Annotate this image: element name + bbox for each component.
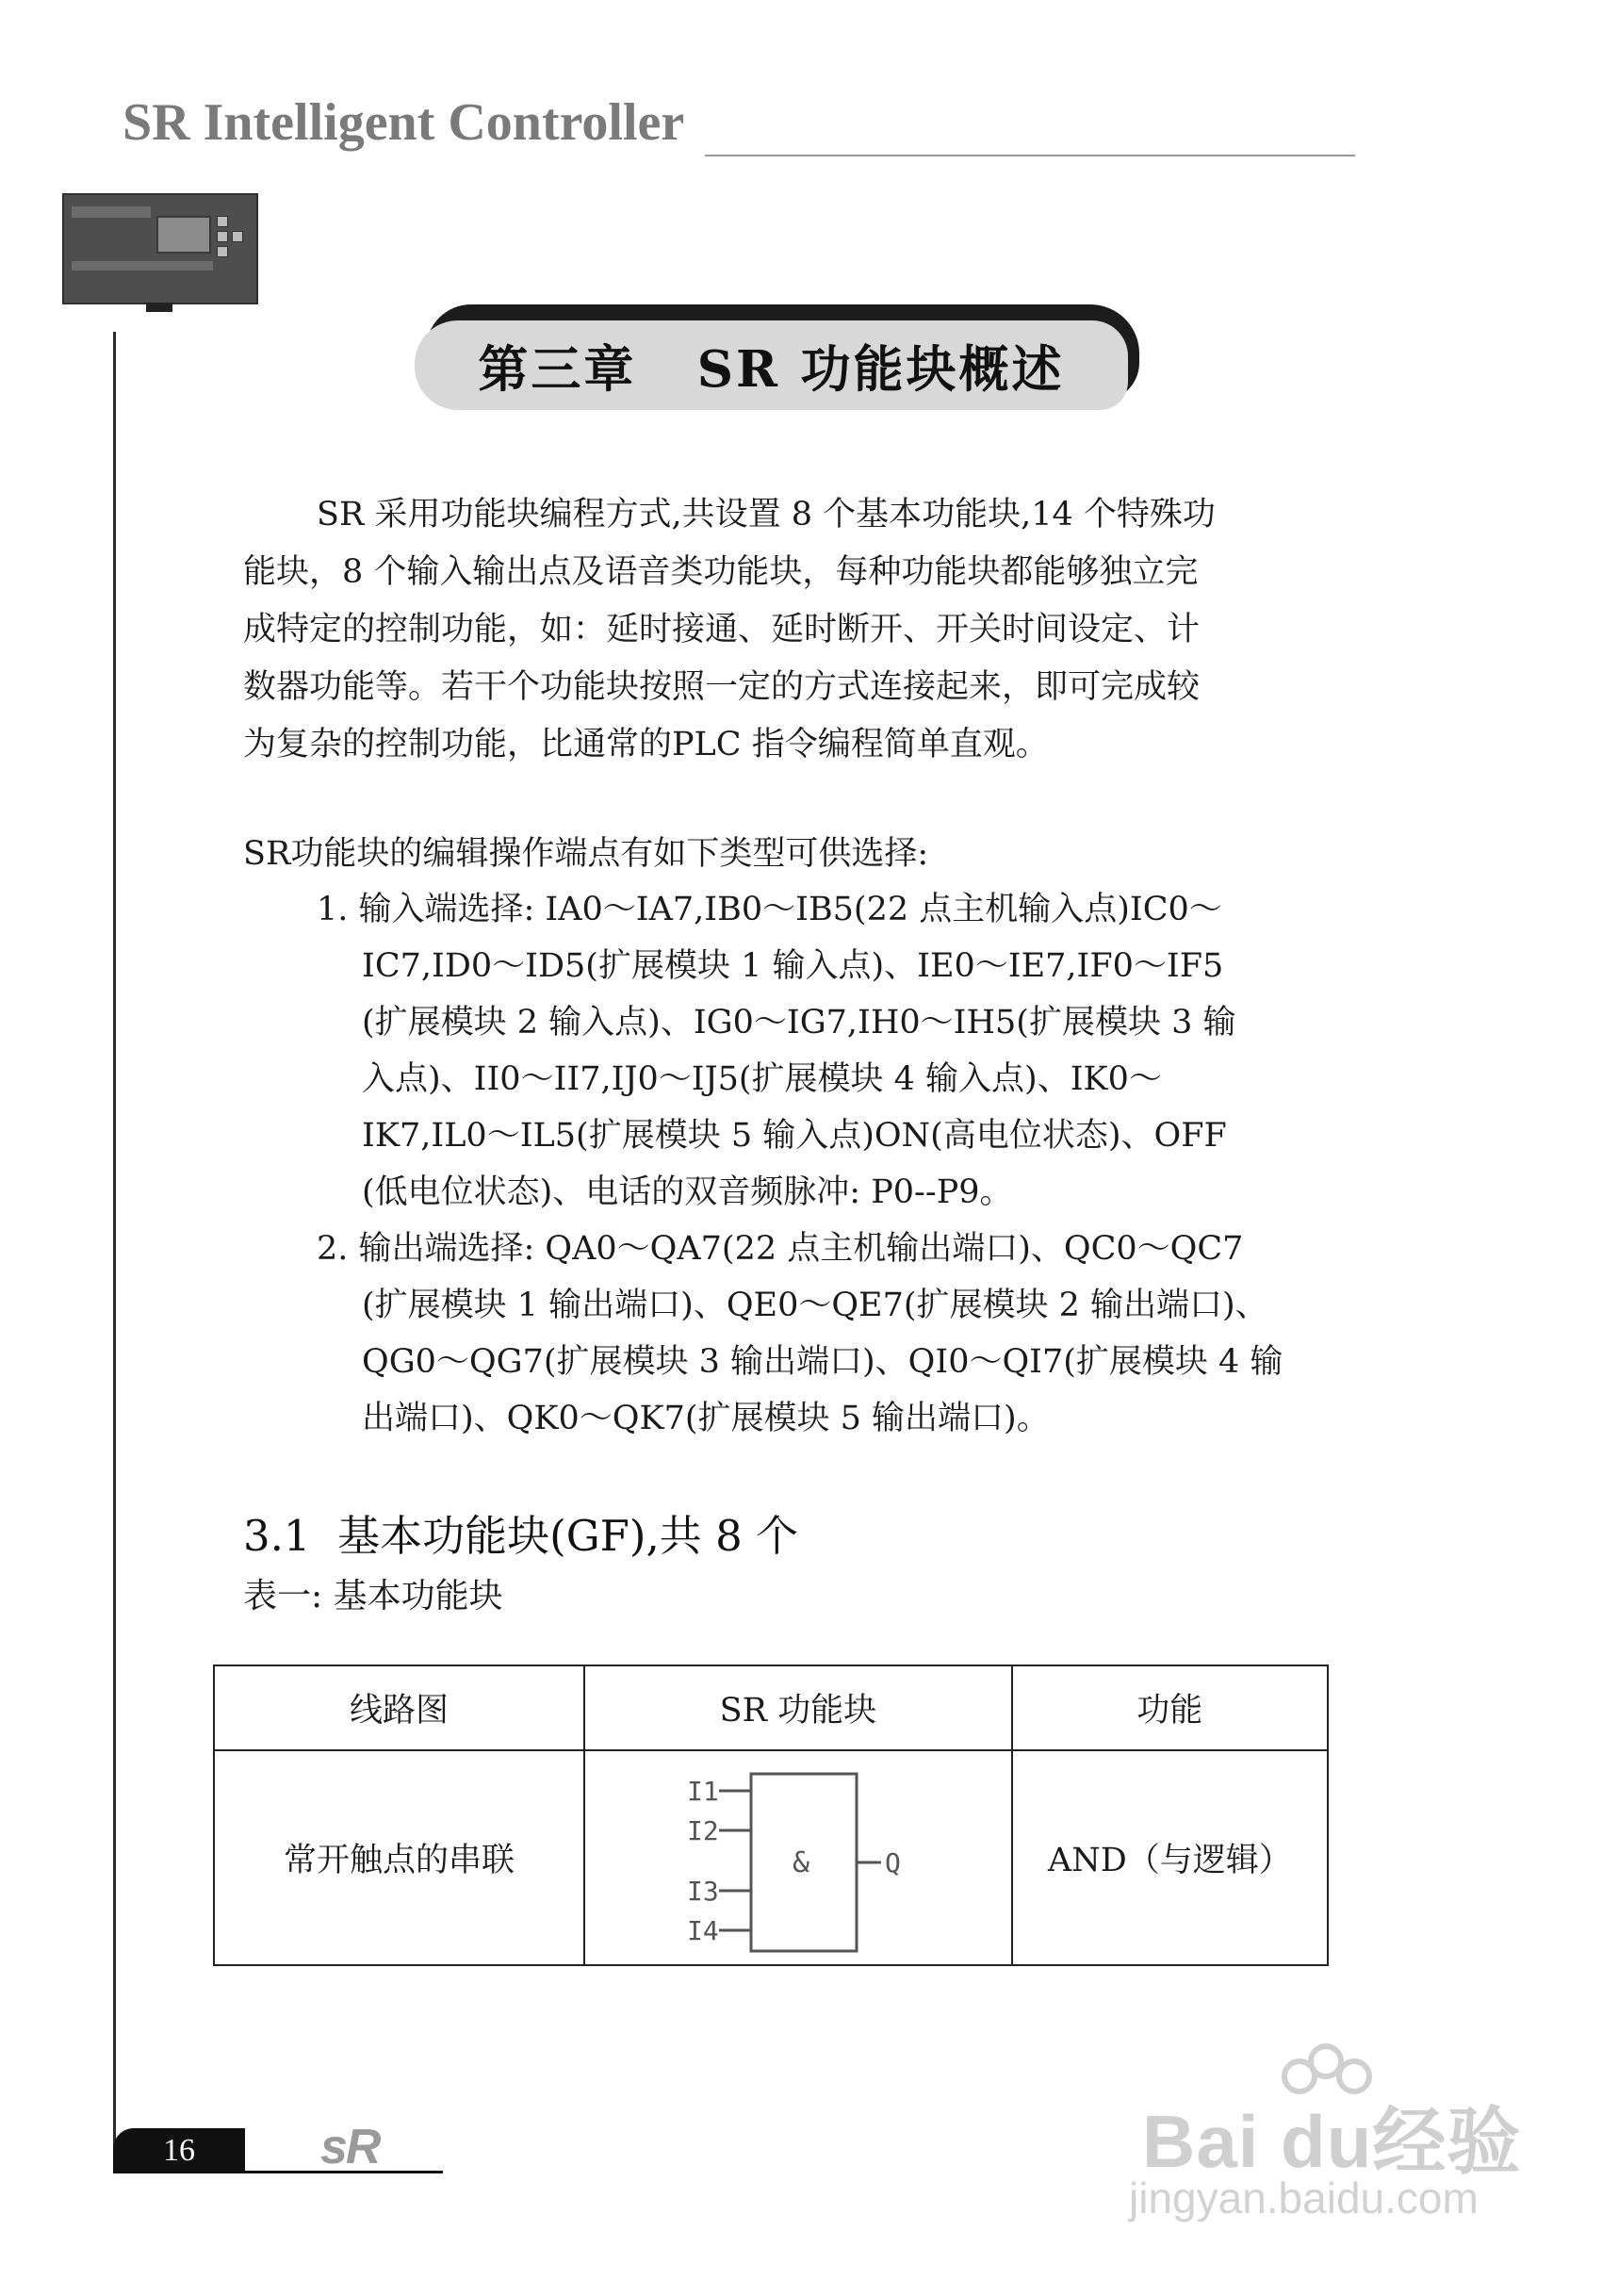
list-line: IC7,ID0～ID5(扩展模块 1 输入点)、IE0～IE7,IF0～IF5 bbox=[362, 947, 1224, 985]
intro-paragraph bbox=[243, 486, 1308, 774]
paragraph-line: 为复杂的控制功能，比通常的PLC 指令编程简单直观。 bbox=[243, 726, 1049, 763]
terminals-heading: SR功能块的编辑操作端点有如下类型可供选择: bbox=[243, 835, 929, 873]
and-symbol: & bbox=[792, 1846, 809, 1879]
header-rule bbox=[705, 155, 1355, 156]
list-line: (扩展模块 1 输出端口)、QE0～QE7(扩展模块 2 输出端口)、 bbox=[362, 1287, 1268, 1324]
chapter-title: 第三章 SR 功能块概述 bbox=[478, 339, 1065, 399]
terminal-item-outputs bbox=[317, 1221, 1283, 1447]
function-block-table bbox=[213, 1665, 1329, 1966]
output-label: Q bbox=[884, 1847, 901, 1878]
list-line: 出端口)、QK0～QK7(扩展模块 5 输出端口)。 bbox=[362, 1400, 1050, 1437]
watermark-logo: Bai du经验 bbox=[1142, 2100, 1522, 2183]
column-header: 线路图 bbox=[214, 1665, 584, 1750]
device-foot bbox=[146, 303, 172, 312]
paragraph-line: 成特定的控制功能，如：延时接通、延时断开、开关时间设定、计 bbox=[243, 611, 1201, 648]
column-header: 功能 bbox=[1012, 1665, 1328, 1750]
device-button bbox=[232, 231, 243, 242]
device-output-strip bbox=[72, 261, 213, 271]
section-title: 3.1 基本功能块(GF),共 8 个 bbox=[243, 1511, 798, 1561]
chapter-banner bbox=[415, 320, 1128, 410]
margin-line bbox=[113, 332, 116, 2147]
list-line: 入点)、II0～II7,IJ0～IJ5(扩展模块 4 输入点)、IK0～ bbox=[362, 1060, 1162, 1098]
device-terminal-strip bbox=[72, 206, 151, 218]
list-line: (扩展模块 2 输入点)、IG0～IG7,IH0～IH5(扩展模块 3 输 bbox=[362, 1004, 1236, 1041]
footer-logo: sR bbox=[320, 2120, 380, 2174]
and-block-diagram bbox=[676, 1759, 921, 1957]
device-button bbox=[217, 246, 228, 257]
list-line: 2. 输出端选择: QA0～QA7(22 点主机输出端口)、QC0～QC7 bbox=[317, 1230, 1244, 1268]
input-label: I1 bbox=[686, 1776, 719, 1807]
input-label: I3 bbox=[686, 1876, 719, 1907]
page-number: 16 bbox=[163, 2133, 195, 2168]
device-lcd-screen bbox=[156, 216, 211, 254]
device-button bbox=[217, 231, 228, 242]
list-line: IK7,IL0～IL5(扩展模块 5 输入点)ON(高电位状态)、OFF bbox=[362, 1117, 1227, 1155]
circuit-cell: 常开触点的串联 bbox=[214, 1750, 584, 1965]
input-label: I4 bbox=[686, 1915, 719, 1946]
table-caption: 表一: 基本功能块 bbox=[243, 1577, 503, 1615]
paragraph-line: 能块，8 个输入输出点及语音类功能块，每种功能块都能够独立完 bbox=[243, 553, 1199, 591]
list-line: (低电位状态)、电话的双音频脉冲: P0--P9。 bbox=[362, 1173, 1013, 1211]
controller-image bbox=[62, 193, 258, 304]
header-title: SR Intelligent Controller bbox=[123, 93, 685, 152]
paragraph-line: SR 采用功能块编程方式,共设置 8 个基本功能块,14 个特殊功 bbox=[317, 496, 1216, 533]
block-cell bbox=[584, 1750, 1012, 1965]
function-cell: AND（与逻辑） bbox=[1012, 1750, 1328, 1965]
table-row bbox=[214, 1750, 1328, 1965]
watermark-url: jingyan.baidu.com bbox=[1129, 2173, 1479, 2222]
terminal-item-inputs bbox=[317, 881, 1235, 1221]
column-header: SR 功能块 bbox=[584, 1665, 1012, 1750]
list-line: 1. 输入端选择: IA0～IA7,IB0～IB5(22 点主机输入点)IC0～ bbox=[317, 891, 1222, 928]
table-header-row bbox=[214, 1665, 1328, 1750]
device-button bbox=[217, 216, 228, 227]
paragraph-line: 数器功能等。若干个功能块按照一定的方式连接起来，即可完成较 bbox=[243, 668, 1201, 706]
input-label: I2 bbox=[686, 1815, 719, 1846]
list-line: QG0～QG7(扩展模块 3 输出端口)、QI0～QI7(扩展模块 4 输 bbox=[362, 1343, 1283, 1381]
